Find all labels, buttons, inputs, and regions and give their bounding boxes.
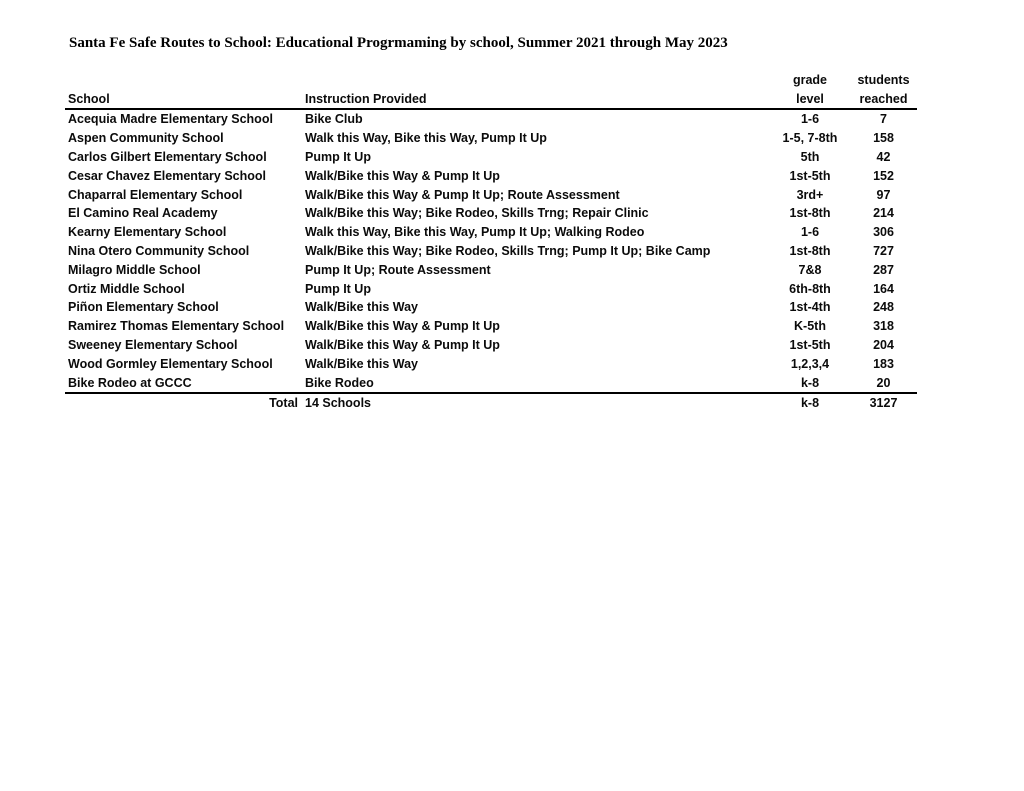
instruction-cell: Walk/Bike this Way; Bike Rodeo, Skills Trng; Repair Clinic: [305, 206, 649, 221]
students-cell: 306: [873, 225, 894, 240]
grade-cell: 3rd+: [796, 187, 824, 202]
students-cell: 20: [850, 373, 917, 393]
grade-cell: 1st-4th: [789, 300, 831, 315]
instruction-cell: Walk/Bike this Way & Pump It Up: [305, 168, 500, 183]
table-row: [65, 260, 917, 279]
programs-table: [65, 69, 917, 413]
table-row: [65, 148, 917, 167]
grade-cell: 1,2,3,4: [790, 356, 830, 371]
grade-cell: K-5th: [794, 319, 826, 334]
grade-cell: 1-6: [800, 225, 820, 240]
grade-header-line2: level: [770, 87, 850, 109]
grade-cell: k-8: [770, 373, 850, 393]
table-row: [65, 279, 917, 298]
school-cell: Piñon Elementary School: [68, 300, 219, 315]
instruction-cell: Walk/Bike this Way & Pump It Up: [305, 319, 500, 334]
students-cell: 287: [873, 262, 894, 277]
table-row: [65, 242, 917, 261]
students-cell: 204: [873, 337, 894, 352]
school-header: School: [65, 87, 305, 109]
table-row: [65, 129, 917, 148]
table-row: [65, 223, 917, 242]
table-row: [65, 373, 917, 393]
students-header-line1: students: [857, 73, 910, 87]
grade-cell: 7&8: [798, 262, 822, 277]
students-cell: 158: [873, 131, 894, 146]
school-cell: Wood Gormley Elementary School: [68, 356, 273, 371]
school-cell: Aspen Community School: [68, 131, 224, 146]
table-row: [65, 354, 917, 373]
instruction-cell: Walk/Bike this Way: [305, 356, 418, 371]
table-row: [65, 317, 917, 336]
students-cell: 727: [873, 243, 894, 258]
table-row: [65, 109, 917, 129]
school-cell: Chaparral Elementary School: [68, 187, 243, 202]
students-cell: 7: [880, 112, 887, 127]
table-header: [65, 69, 917, 109]
instruction-cell: Walk/Bike this Way; Bike Rodeo, Skills Trng; Pump It Up; Bike Camp: [305, 243, 711, 258]
school-cell: Nina Otero Community School: [68, 243, 250, 258]
header-spacer: [305, 69, 770, 87]
instruction-header: Instruction Provided: [305, 87, 770, 109]
header-row-top: [65, 69, 917, 87]
students-cell: 152: [873, 168, 894, 183]
instruction-cell: Pump It Up; Route Assessment: [305, 262, 491, 277]
instruction-cell: Bike Rodeo: [305, 373, 770, 393]
total-row: [65, 393, 917, 413]
students-cell: 164: [873, 281, 894, 296]
table-row: [65, 166, 917, 185]
grade-cell: 5th: [800, 149, 820, 164]
grade-cell: 1st-5th: [789, 337, 831, 352]
grade-cell: 1st-8th: [789, 206, 831, 221]
school-cell: Carlos Gilbert Elementary School: [68, 149, 267, 164]
table-footer: [65, 393, 917, 413]
table-body: [65, 109, 917, 393]
table-row: [65, 185, 917, 204]
grade-header-line1: grade: [792, 73, 828, 87]
instruction-cell: Pump It Up: [305, 281, 371, 296]
students-cell: 97: [876, 187, 891, 202]
school-cell: Ramirez Thomas Elementary School: [68, 319, 285, 334]
school-cell: Kearny Elementary School: [68, 225, 227, 240]
header-row-bottom: [65, 87, 917, 109]
instruction-cell: Bike Club: [305, 112, 363, 127]
grade-cell: 1-6: [800, 112, 820, 127]
grade-cell: 6th-8th: [789, 281, 831, 296]
instruction-cell: Walk/Bike this Way: [305, 300, 418, 315]
total-schools: 14 Schools: [305, 396, 371, 411]
school-cell: Cesar Chavez Elementary School: [68, 168, 266, 183]
students-header-line2: reached: [850, 87, 917, 109]
instruction-cell: Walk this Way, Bike this Way, Pump It Up: [305, 131, 547, 146]
school-cell: Ortiz Middle School: [68, 281, 185, 296]
students-cell: 248: [873, 300, 894, 315]
instruction-cell: Walk this Way, Bike this Way, Pump It Up; Walking Rodeo: [305, 225, 645, 240]
table-row: [65, 298, 917, 317]
total-grade: k-8: [800, 396, 820, 411]
school-cell: Bike Rodeo at GCCC: [65, 373, 305, 393]
school-cell: Acequia Madre Elementary School: [68, 112, 273, 127]
instruction-cell: Pump It Up: [305, 149, 371, 164]
instruction-cell: Walk/Bike this Way & Pump It Up; Route Assessment: [305, 187, 620, 202]
table-row: [65, 204, 917, 223]
school-cell: El Camino Real Academy: [68, 206, 218, 221]
page-title: Santa Fe Safe Routes to School: Educational Progrmaming by school, Summer 2021 through May 2023: [69, 35, 728, 51]
header-spacer: [65, 69, 305, 87]
students-cell: 214: [873, 206, 894, 221]
school-cell: Sweeney Elementary School: [68, 337, 238, 352]
students-cell: 42: [876, 149, 891, 164]
school-cell: Milagro Middle School: [68, 262, 201, 277]
students-cell: 183: [873, 356, 894, 371]
total-label: Total: [269, 396, 298, 411]
table-row: [65, 336, 917, 355]
total-students: 3127: [869, 396, 898, 411]
grade-cell: 1st-5th: [789, 168, 831, 183]
students-cell: 318: [873, 319, 894, 334]
grade-cell: 1-5, 7-8th: [782, 131, 838, 146]
grade-cell: 1st-8th: [789, 243, 831, 258]
instruction-cell: Walk/Bike this Way & Pump It Up: [305, 337, 500, 352]
